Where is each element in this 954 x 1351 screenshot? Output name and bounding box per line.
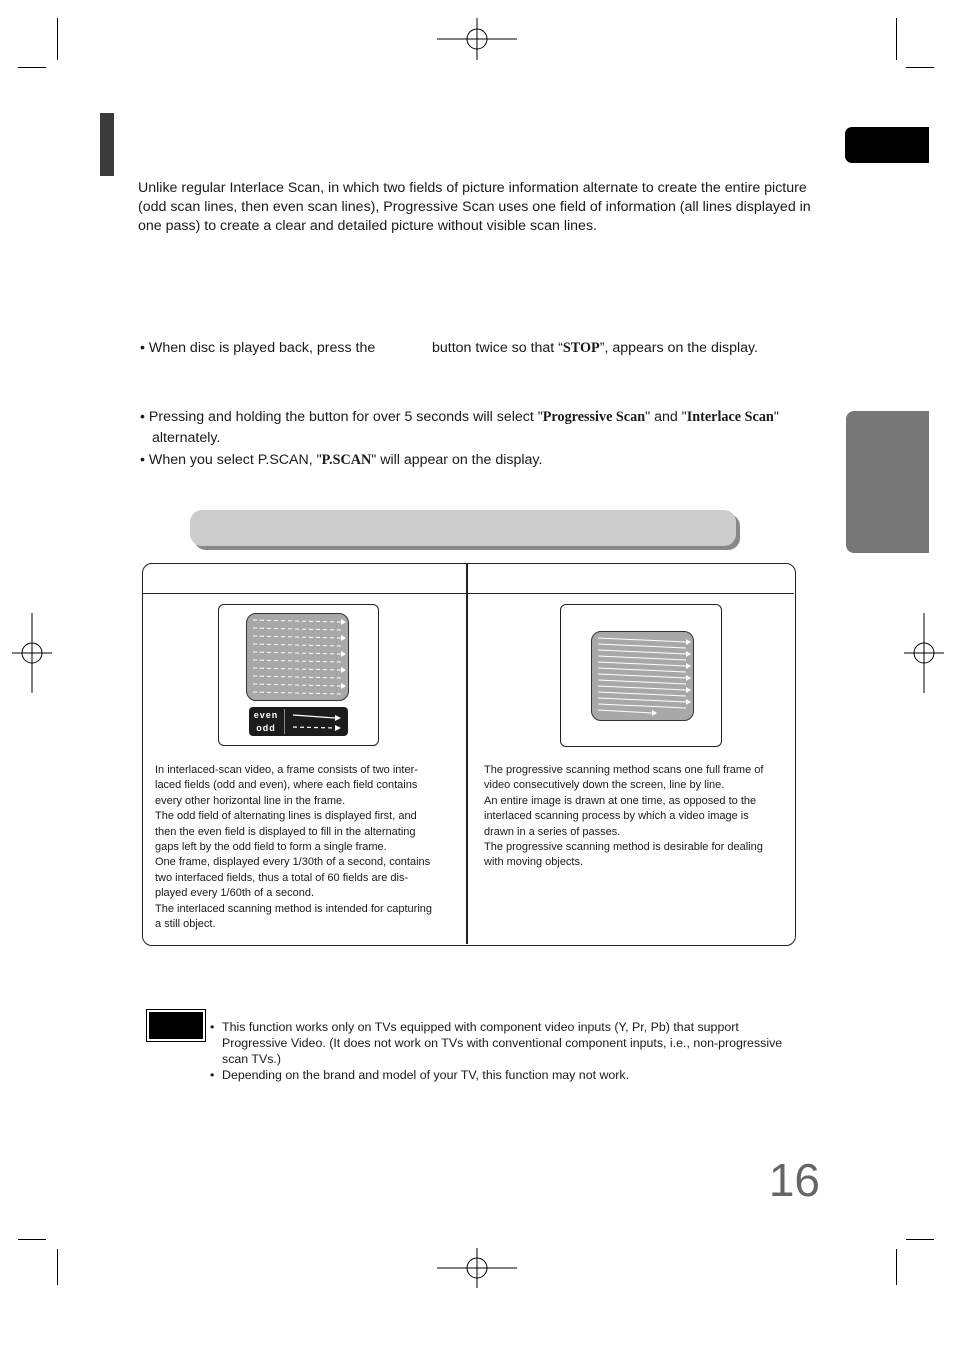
step-2: • Pressing and holding the button for over 5 seconds will select "Progressive Scan" and "Interlace Scan" alternately. [140, 407, 830, 449]
progressive-line: with moving objects. [484, 856, 584, 869]
legend-even: even [253, 710, 279, 720]
crop-mark [18, 67, 46, 68]
interlaced-tv-illustration [218, 604, 379, 746]
interlaced-line: laced fields (odd and even), where each field contains [155, 779, 418, 792]
interlaced-screen [246, 613, 349, 701]
comparison-banner [190, 510, 736, 546]
progressive-line: drawn in a series of passes. [484, 825, 621, 838]
interlaced-line: played every 1/60th of a second. [155, 887, 314, 900]
step-2-text-c: " [773, 409, 779, 425]
note-1-line-b: Progressive Video. (It does not work on TVs with conventional component inputs, i.e., non-progressive [222, 1036, 783, 1050]
pscan-label: P.SCAN [321, 452, 372, 468]
registration-mark-icon [437, 1248, 517, 1288]
note-icon [146, 1009, 206, 1042]
step-3: • When you select P.SCAN, "P.SCAN" will appear on the display. [140, 452, 543, 468]
interlaced-line: The odd field of alternating lines is displayed first, and [155, 810, 417, 823]
interlaced-line: a still object. [155, 918, 216, 931]
step-2-text-b: " and " [645, 409, 687, 425]
field-legend [249, 707, 348, 736]
section-tab [846, 411, 929, 553]
language-tab [845, 127, 929, 163]
heading-bar [100, 113, 114, 176]
step-1-text-c: ”, appears on the display. [599, 340, 758, 356]
stop-label: STOP [562, 340, 600, 356]
interlaced-line: One frame, displayed every 1/30th of a second, contains [155, 856, 431, 869]
interlaced-line: The interlaced scanning method is intended for capturing [155, 902, 433, 915]
registration-mark-icon [437, 18, 517, 60]
progressive-line: video consecutively down the screen, line by line. [484, 779, 725, 792]
crop-mark [906, 67, 934, 68]
progressive-line: interlaced scanning process by which a video image is [484, 810, 749, 823]
interlaced-scan-lines-icon [247, 614, 348, 700]
legend-divider [284, 709, 285, 734]
step-1-text-b: button twice so that “ [432, 340, 563, 356]
page-number: 16 [768, 1154, 820, 1206]
crop-mark [18, 1239, 46, 1240]
crop-mark [896, 18, 897, 60]
step-1: • When disc is played back, press the [140, 340, 376, 356]
note-1-line-c: scan TVs.) [222, 1052, 281, 1066]
interlaced-line: gaps left by the odd field to form a single frame. [155, 841, 387, 854]
interlaced-line: every other horizontal line in the frame. [155, 794, 346, 807]
legend-odd: odd [256, 723, 276, 733]
crop-mark [896, 1249, 897, 1285]
interlace-scan-label: Interlace Scan [686, 409, 774, 425]
step-2-text-d: alternately. [152, 430, 221, 446]
interlaced-line: two interfaced fields, thus a total of 60 fields are dis- [155, 871, 409, 884]
progressive-tv-illustration [560, 604, 722, 747]
table-header-divider [143, 593, 794, 594]
note-2: • Depending on the brand and model of your TV, this function may not work. [210, 1067, 830, 1083]
note-2-line: Depending on the brand and model of your TV, this function may not work. [222, 1068, 630, 1082]
registration-mark-icon [12, 613, 52, 693]
step-1-text-a: When disc is played back, press the [148, 340, 376, 356]
progressive-line: The progressive scanning method is desirable for dealing [484, 841, 763, 854]
progressive-description [484, 763, 789, 871]
progressive-screen [591, 631, 694, 721]
step-2-text-a: Pressing and holding the button for over 5 seconds will select " [148, 409, 543, 425]
table-column-divider [466, 564, 468, 944]
registration-mark-icon [904, 613, 944, 693]
step-3-text-b: " will appear on the display. [371, 452, 543, 468]
progressive-line: The progressive scanning method scans one full frame of [484, 764, 764, 776]
intro-paragraph: Unlike regular Interlace Scan, in which two fields of picture information alternate to create the entire picture (odd scan lines, then even scan lines), Progressive Scan uses one field of information (all lines displayed in one pass) to create a clear and detailed picture without visible scan lines. [138, 180, 811, 234]
legend-arrows-icon [291, 710, 345, 734]
progressive-scan-lines-icon [592, 632, 693, 720]
crop-mark [57, 1249, 58, 1285]
interlaced-line: then the even field is displayed to fill in the alternating [155, 825, 416, 838]
note-1: • This function works only on TVs equipped with component video inputs (Y, Pr, Pb) that support Progressive Video. (It does not work on TVs with conventional component inputs, i.e., non-progressive scan TVs.) [210, 1019, 830, 1067]
progressive-scan-label: Progressive Scan [542, 409, 646, 425]
crop-mark [57, 18, 58, 60]
step-1-continued [432, 338, 758, 359]
interlaced-line: In interlaced-scan video, a frame consists of two inter- [155, 764, 418, 776]
note-1-line-a: This function works only on TVs equipped with component video inputs (Y, Pr, Pb) that support [222, 1020, 739, 1034]
crop-mark [906, 1239, 934, 1240]
interlaced-description [155, 763, 460, 932]
step-3-text-a: When you select P.SCAN, " [148, 452, 322, 468]
progressive-line: An entire image is drawn at one time, as opposed to the [484, 794, 757, 807]
